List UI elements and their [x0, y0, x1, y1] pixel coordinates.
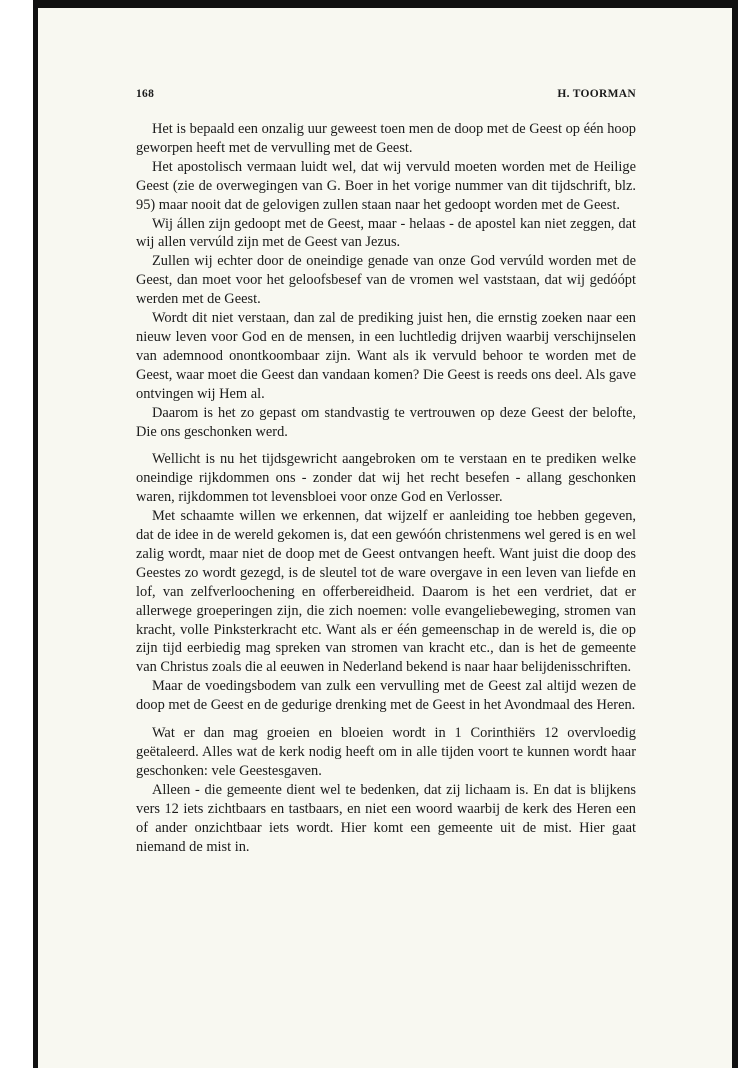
paragraph: Wellicht is nu het tijdsgewricht aangebroken om te verstaan en te prediken welke oneindige rijkdommen ons - zonder dat wij het recht besefen - allang geschonken waren, rijkdommen tot levensbloei voor onze God en Verlosser.	[136, 451, 636, 506]
paragraph: Het is bepaald een onzalig uur geweest toen men de doop met de Geest op één hoop geworpen heeft met de vervulling met de Geest.	[136, 121, 636, 156]
paragraph: Wat er dan mag groeien en bloeien wordt in 1 Corinthiërs 12 overvloedig geëtaleerd. Alles wat de kerk nodig heeft om in alle tijden voort te kunnen wordt haar geschonken: vele Geestesgaven.	[136, 725, 636, 779]
paragraph: Maar de voedingsbodem van zulk een vervulling met de Geest zal altijd wezen de doop met de Geest en de gedurige drenking met de Geest in het Avondmaal des Heren.	[136, 678, 636, 714]
paragraph: Wij állen zijn gedoopt met de Geest, maar - helaas - de apostel kan niet zeggen, dat wij allen vervúld zijn met de Geest van Jezus.	[136, 215, 636, 251]
page-number: 168	[136, 88, 155, 100]
running-header	[136, 88, 636, 104]
running-header-author: H. TOORMAN	[557, 88, 636, 100]
paragraph: Zullen wij echter door de oneindige genade van onze God vervúld worden met de Geest, dan moet voor het geloofsbesef van de vromen wel vaststaan, dat wij gedóópt werden met de Geest.	[136, 253, 636, 308]
body-text	[136, 120, 636, 856]
paragraph: Daarom is het zo gepast om standvastig te vertrouwen op deze Geest der belofte, Die ons geschonken werd.	[136, 404, 636, 440]
paragraph: Wordt dit niet verstaan, dan zal de prediking juist hen, die ernstig zoeken naar een nieuw leven voor God en de mensen, in een luchtledig drijven waarbij verschijnselen van ademnood onontkoombaar zijn. Want als ik vervuld behoor te worden met de Geest, waar moet die Geest dan vandaan komen? Die Geest is reeds ons deel. Als gave ontvingen wij Hem al.	[136, 310, 636, 402]
paragraph: Alleen - die gemeente dient wel te bedenken, dat zij lichaam is. En dat is blijkens vers 12 iets zichtbaars en tastbaars, en niet een woord waarbij de kerk des Heren een of ander onzichtbaar iets wordt. Hier komt een gemeente uit de mist. Hier gaat niemand de mist in.	[136, 781, 636, 855]
paragraph: Met schaamte willen we erkennen, dat wijzelf er aanleiding toe hebben gegeven, dat de idee in de wereld gekomen is, dat een gewóón christenmens wel gered is en wel zalig wordt, maar niet de doop met de Geest ontvangen heeft. Want juist die doop des Geestes zo wordt gezegd, is de sleutel tot de ware overgave in een leven van liefde en lof, van zelfverloochening en offerbereidheid. Daarom is het een verdriet, dat er allerwege groeperingen zijn, die zich noemen: volle evangeliebeweging, stromen van kracht, volle Pinksterkracht etc. Want als er één gemeenschap in de wereld is, die op zijn tijd eerbiedig mag spreken van stromen van kracht etc., dan is het de gemeente van Christus zoals die al eeuwen in Nederland bekend is naar haar belijdenisschriften.	[136, 508, 636, 676]
scan-border-top	[33, 0, 738, 8]
paragraph: Het apostolisch vermaan luidt wel, dat wij vervuld moeten worden met de Heilige Geest (zie de overwegingen van G. Boer in het vorige nummer van dit tijdschrift, blz. 95) maar nooit dat de gelovigen zullen staan naar het gedoopt worden met de Geest.	[136, 158, 636, 213]
scan-border-right	[732, 0, 738, 1068]
